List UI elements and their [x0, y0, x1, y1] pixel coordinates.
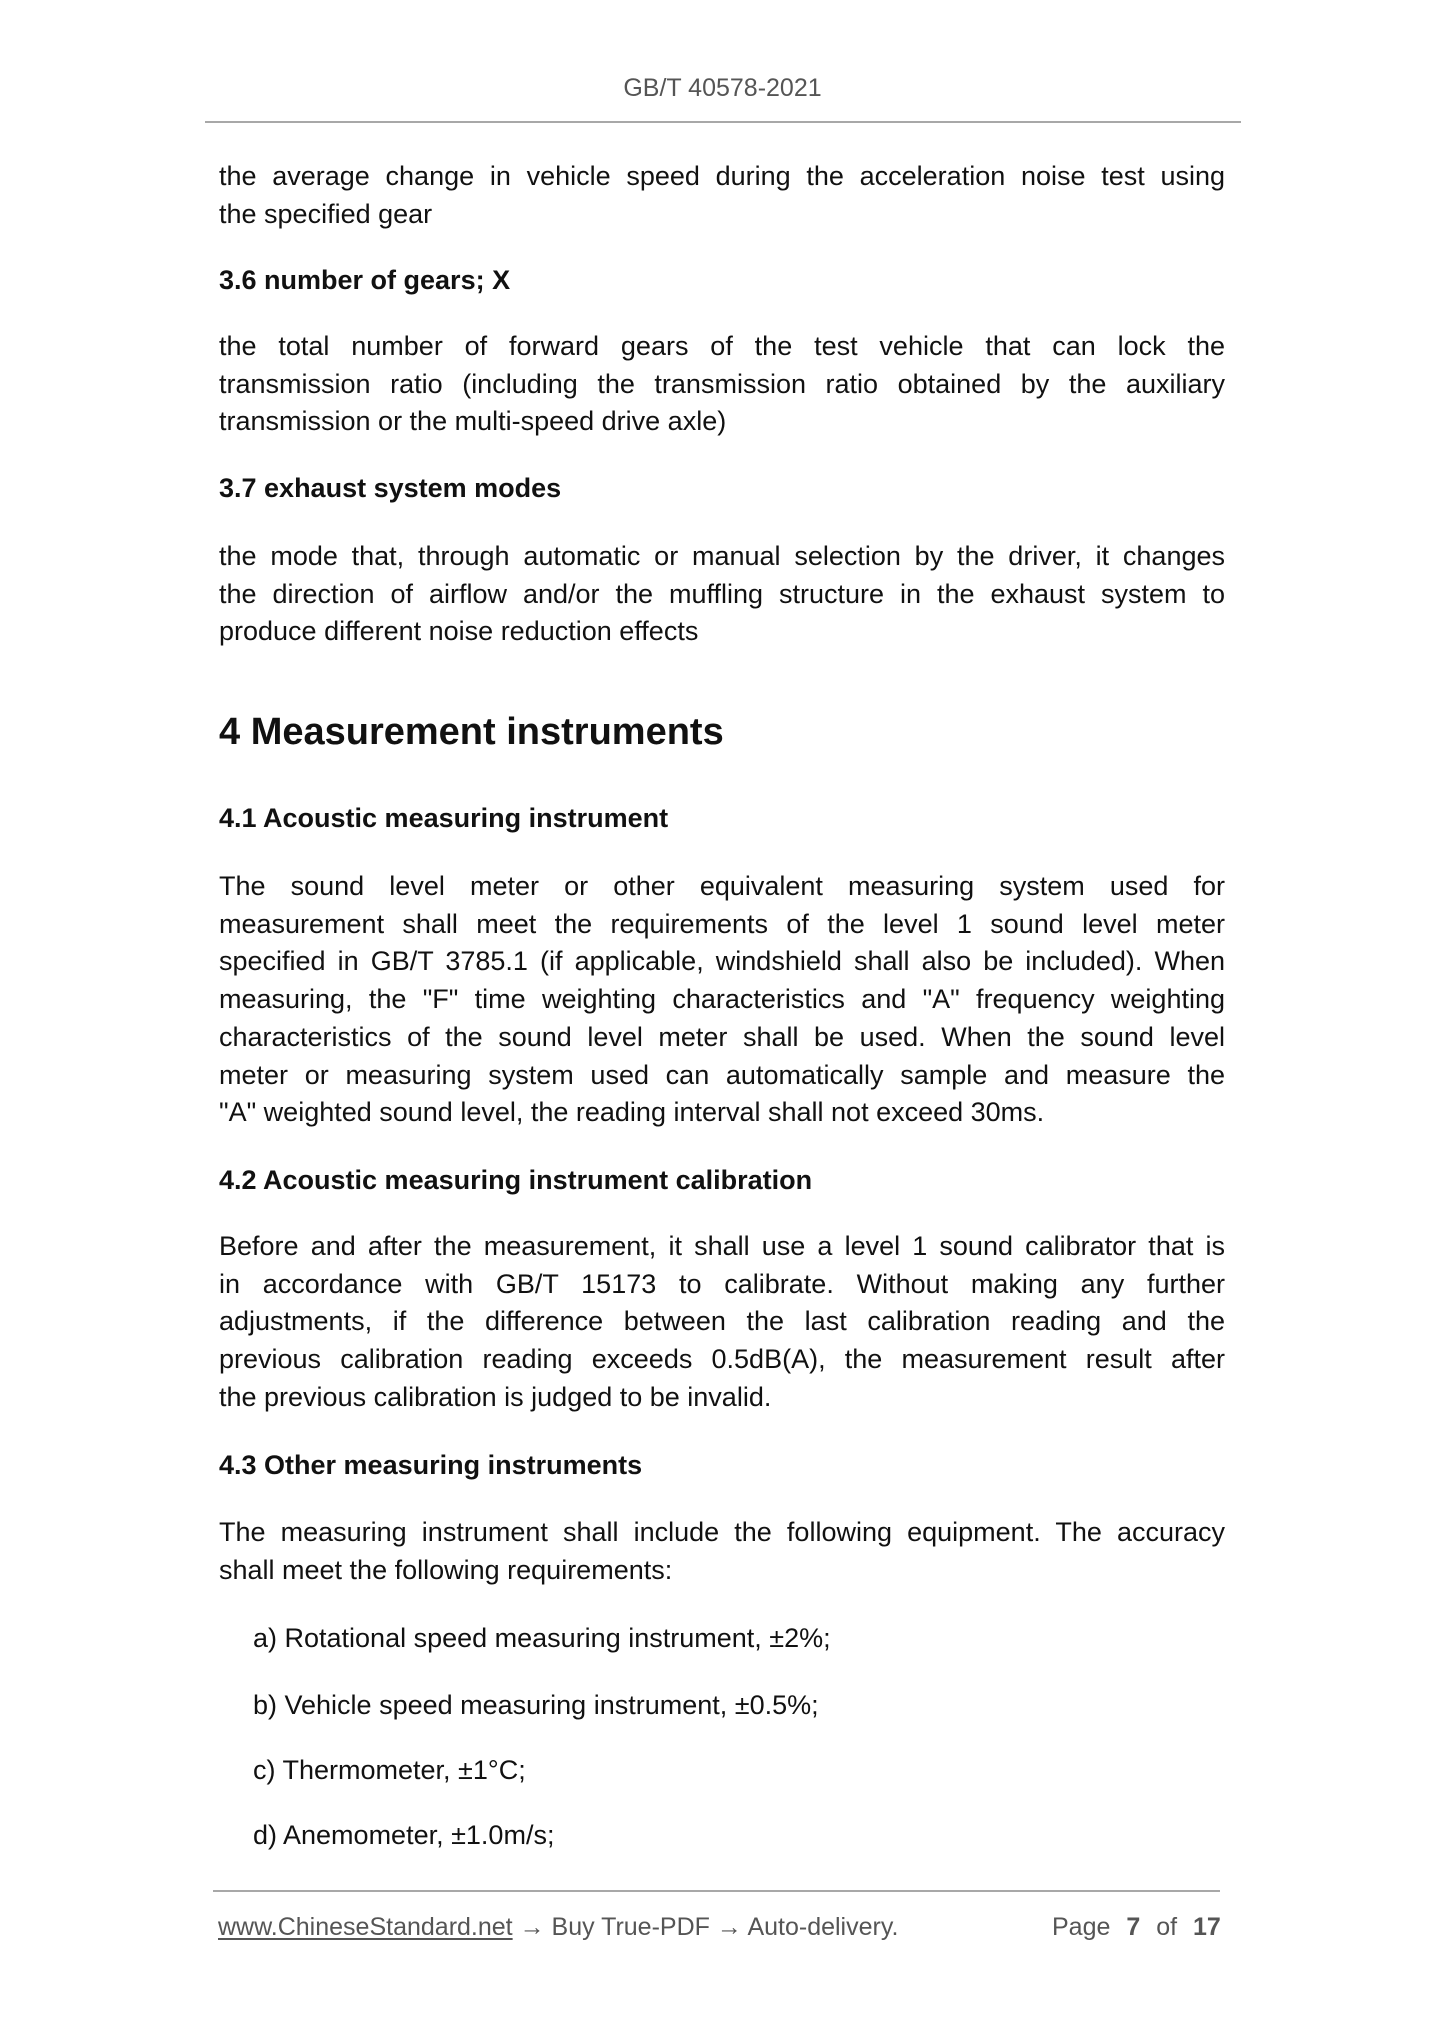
paragraph-3-5-definition [219, 158, 1225, 233]
text-line: the direction of airflow and/or the muffling structure in the exhaust system to [219, 578, 1225, 609]
list-item-anemometer: d) Anemometer, ±1.0m/s; [253, 1820, 555, 1850]
page-total: 17 [1193, 1913, 1221, 1941]
text-line: the previous calibration is judged to be invalid. [219, 1381, 772, 1412]
paragraph-4-3 [219, 1514, 1225, 1589]
list-item-thermometer: c) Thermometer, ±1°C; [253, 1755, 526, 1785]
arrow-right-icon: → [519, 1913, 545, 1941]
text-line: adjustments, if the difference between the last calibration reading and the [219, 1306, 1225, 1337]
footer-promo [218, 1912, 898, 1942]
heading-4-1: 4.1 Acoustic measuring instrument [219, 803, 669, 833]
text-line: measurement shall meet the requirements of the level 1 sound level meter [219, 908, 1225, 939]
heading-4-2: 4.2 Acoustic measuring instrument calibration [219, 1165, 813, 1195]
document-header-code: GB/T 40578-2021 [623, 74, 822, 102]
text-line: "A" weighted sound level, the reading interval shall not exceed 30ms. [219, 1097, 1045, 1128]
website-link[interactable]: www.ChineseStandard.net [218, 1913, 513, 1941]
paragraph-3-6 [219, 328, 1225, 441]
text-line: The measuring instrument shall include the following equipment. The accuracy [219, 1517, 1225, 1547]
page-current: 7 [1126, 1913, 1141, 1941]
delivery-text: Auto-delivery. [747, 1913, 899, 1941]
heading-4: 4 Measurement instruments [219, 711, 724, 753]
text-line: previous calibration reading exceeds 0.5dB(A), the measurement result after [219, 1344, 1225, 1375]
text-line: produce different noise reduction effects [219, 616, 699, 647]
text-line: the total number of forward gears of the test vehicle that can lock the [219, 331, 1225, 361]
paragraph-3-7 [219, 538, 1225, 651]
text-line: transmission or the multi-speed drive axle) [219, 406, 727, 437]
list-item-rotational-speed: a) Rotational speed measuring instrument, ±2%; [253, 1623, 831, 1653]
of-label: of [1156, 1913, 1178, 1941]
paragraph-4-2 [219, 1228, 1225, 1417]
heading-3-6: 3.6 number of gears; X [219, 265, 511, 295]
text-line: the mode that, through automatic or manual selection by the driver, it changes [219, 541, 1225, 571]
paragraph-4-1 [219, 868, 1225, 1132]
text-line: characteristics of the sound level meter shall be used. When the sound level [219, 1021, 1225, 1052]
header-divider [205, 121, 1241, 123]
list-item-vehicle-speed: b) Vehicle speed measuring instrument, ±0.5%; [253, 1690, 819, 1720]
text-line: shall meet the following requirements: [219, 1554, 673, 1585]
buy-text: Buy True-PDF [551, 1913, 710, 1941]
arrow-right-icon: → [716, 1913, 742, 1941]
heading-3-7: 3.7 exhaust system modes [219, 473, 562, 503]
text-line: The sound level meter or other equivalent measuring system used for [219, 871, 1225, 901]
text-line: the specified gear [219, 198, 433, 229]
page-indicator [1052, 1912, 1221, 1942]
text-line: measuring, the "F" time weighting characteristics and "A" frequency weighting [219, 984, 1225, 1015]
text-line: transmission ratio (including the transmission ratio obtained by the auxiliary [219, 368, 1225, 399]
footer-divider [213, 1890, 1220, 1892]
text-line: meter or measuring system used can automatically sample and measure the [219, 1059, 1225, 1090]
text-line: the average change in vehicle speed during the acceleration noise test using [219, 161, 1225, 191]
text-line: specified in GB/T 3785.1 (if applicable, windshield shall also be included). When [219, 946, 1225, 977]
heading-4-3: 4.3 Other measuring instruments [219, 1450, 643, 1480]
text-line: Before and after the measurement, it shall use a level 1 sound calibrator that is [219, 1231, 1225, 1261]
text-line: in accordance with GB/T 15173 to calibrate. Without making any further [219, 1268, 1225, 1299]
page-label: Page [1052, 1913, 1111, 1941]
